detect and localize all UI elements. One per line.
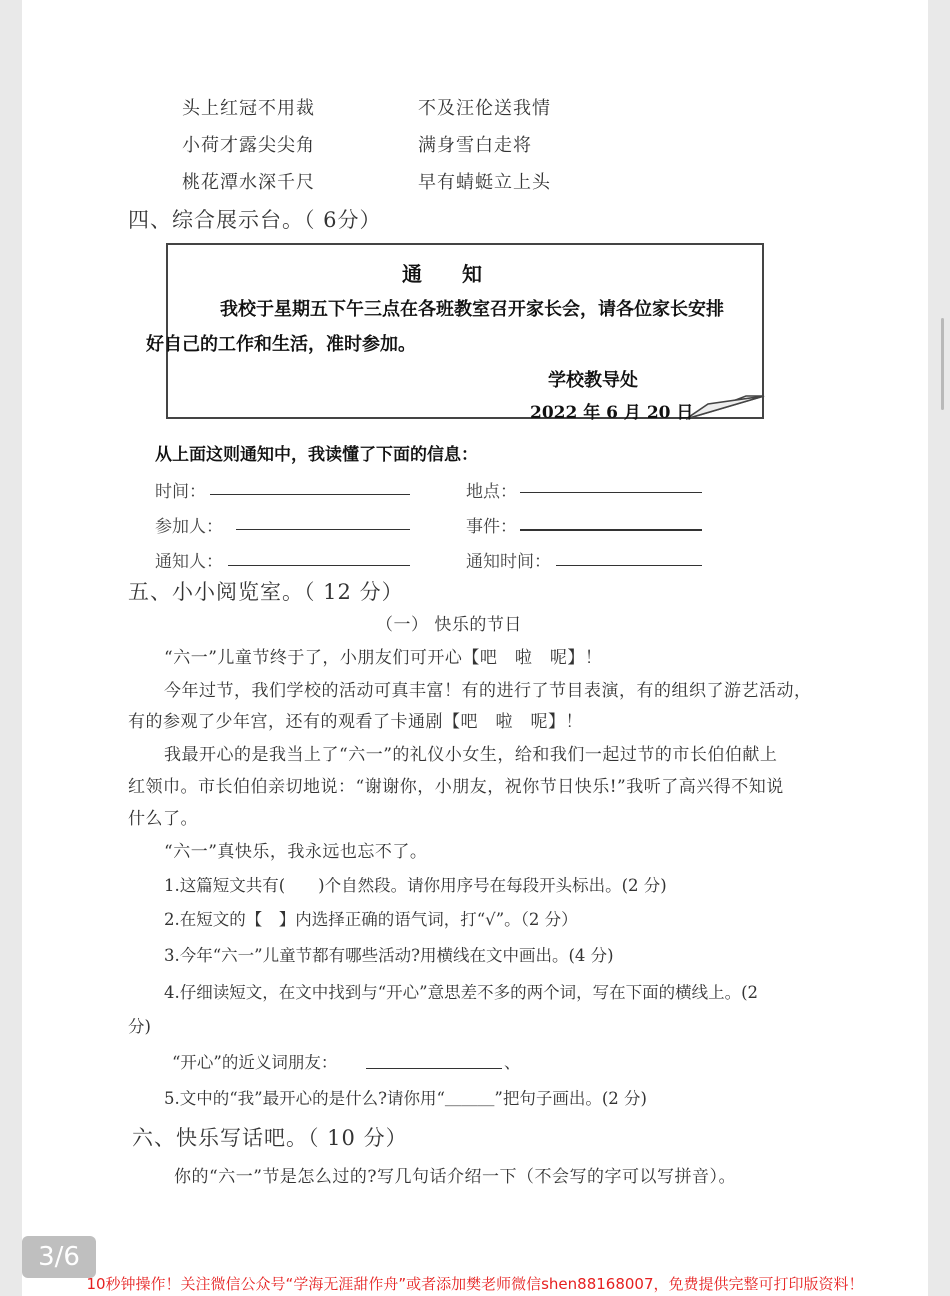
promo-footer: 10秒钟操作！关注微信公众号“学海无涯甜作舟”或者添加樊老师微信shen88168007，免费提供完整可打印版资料！ (86, 1275, 864, 1293)
reading-paragraph-3-line-1: 我最开心的是我当上了“六一”的礼仪小女生，给和我们一起过节的市长伯伯献上 (164, 745, 778, 765)
poem-left-line-1: 头上红冠不用裁 (182, 98, 315, 119)
section-4-heading: 四、综合展示台。（ 6分） (128, 208, 382, 232)
field-label-notifier: 通知人： (155, 552, 223, 572)
reading-paragraph-4: “六一”真快乐，我永远也忘不了。 (164, 842, 428, 862)
section-5-heading: 五、小小阅览室。（ 12 分） (128, 580, 404, 604)
page-indicator: 3/6 (22, 1236, 96, 1278)
field-line-event[interactable] (520, 529, 702, 531)
notice-title: 通 知 (402, 262, 482, 286)
field-label-participants: 参加人： (155, 517, 223, 537)
question-4-line-1: 4.仔细读短文，在文中找到与“开心”意思差不多的两个词，写在下面的横线上。(2 (164, 983, 759, 1002)
field-label-notice-time: 通知时间： (466, 552, 551, 572)
question-2: 2.在短文的【 】内选择正确的语气词，打“√”。（2 分） (164, 910, 578, 929)
notice-date: 2022 年 6 月 20 日 (530, 403, 694, 423)
reading-paragraph-2-line-2: 有的参观了少年宫，还有的观看了卡通剧【吧 啦 呢】！ (128, 712, 583, 732)
reading-subtitle: （一） 快乐的节日 (376, 615, 522, 635)
reading-paragraph-1: “六一”儿童节终于了，小朋友们可开心【吧 啦 呢】！ (164, 648, 603, 668)
field-line-time[interactable] (210, 494, 410, 495)
reading-paragraph-3-line-2: 红领巾。市长伯伯亲切地说：“谢谢你，小朋友，祝你节日快乐!”我听了高兴得不知说 (128, 777, 784, 797)
poem-right-line-2: 满身雪白走将 (418, 135, 532, 156)
scrollbar[interactable] (941, 318, 944, 410)
field-label-event: 事件： (466, 517, 517, 537)
section-6-prompt: 你的“六一”节是怎么过的?写几句话介绍一下（不会写的字可以写拼音）。 (174, 1167, 736, 1187)
question-5: 5.文中的“我”最开心的是什么?请你用“＿＿＿”把句子画出。(2 分) (164, 1089, 647, 1108)
field-label-place: 地点： (466, 482, 517, 502)
poem-right-line-1: 不及汪伦送我情 (418, 98, 551, 119)
field-line-place[interactable] (520, 492, 702, 493)
poem-right-line-3: 早有蜻蜓立上头 (418, 172, 551, 193)
field-line-notice-time[interactable] (556, 565, 702, 566)
reading-paragraph-2-line-1: 今年过节，我们学校的活动可真丰富！有的进行了节目表演，有的组织了游艺活动， (164, 681, 812, 701)
poem-left-line-2: 小荷才露尖尖角 (182, 135, 315, 156)
question-4-line-2: 分) (128, 1017, 151, 1036)
page-curl-icon (686, 394, 766, 422)
field-line-notifier[interactable] (228, 565, 410, 566)
reading-paragraph-3-line-3: 什么了。 (128, 809, 198, 829)
notice-signer: 学校教导处 (548, 370, 638, 391)
field-label-time: 时间： (155, 482, 206, 502)
section-6-heading: 六、快乐写话吧。（ 10 分） (132, 1126, 408, 1150)
synonym-answer-line[interactable] (366, 1068, 502, 1069)
field-line-participants[interactable] (236, 529, 410, 530)
question-1: 1.这篇短文共有( )个自然段。请你用序号在每段开头标出。(2 分) (164, 876, 667, 895)
synonym-separator: 、 (504, 1053, 521, 1072)
notice-line-1: 我校于星期五下午三点在各班教室召开家长会，请各位家长安排 (220, 299, 724, 320)
synonym-label: “开心”的近义词朋友： (172, 1053, 338, 1072)
question-3: 3.今年“六一”儿童节都有哪些活动?用横线在文中画出。(4 分) (164, 946, 614, 965)
poem-left-line-3: 桃花潭水深千尺 (182, 172, 315, 193)
notice-line-2: 好自己的工作和生活，准时参加。 (146, 334, 416, 355)
section-4-prompt: 从上面这则通知中，我读懂了下面的信息： (155, 445, 478, 465)
